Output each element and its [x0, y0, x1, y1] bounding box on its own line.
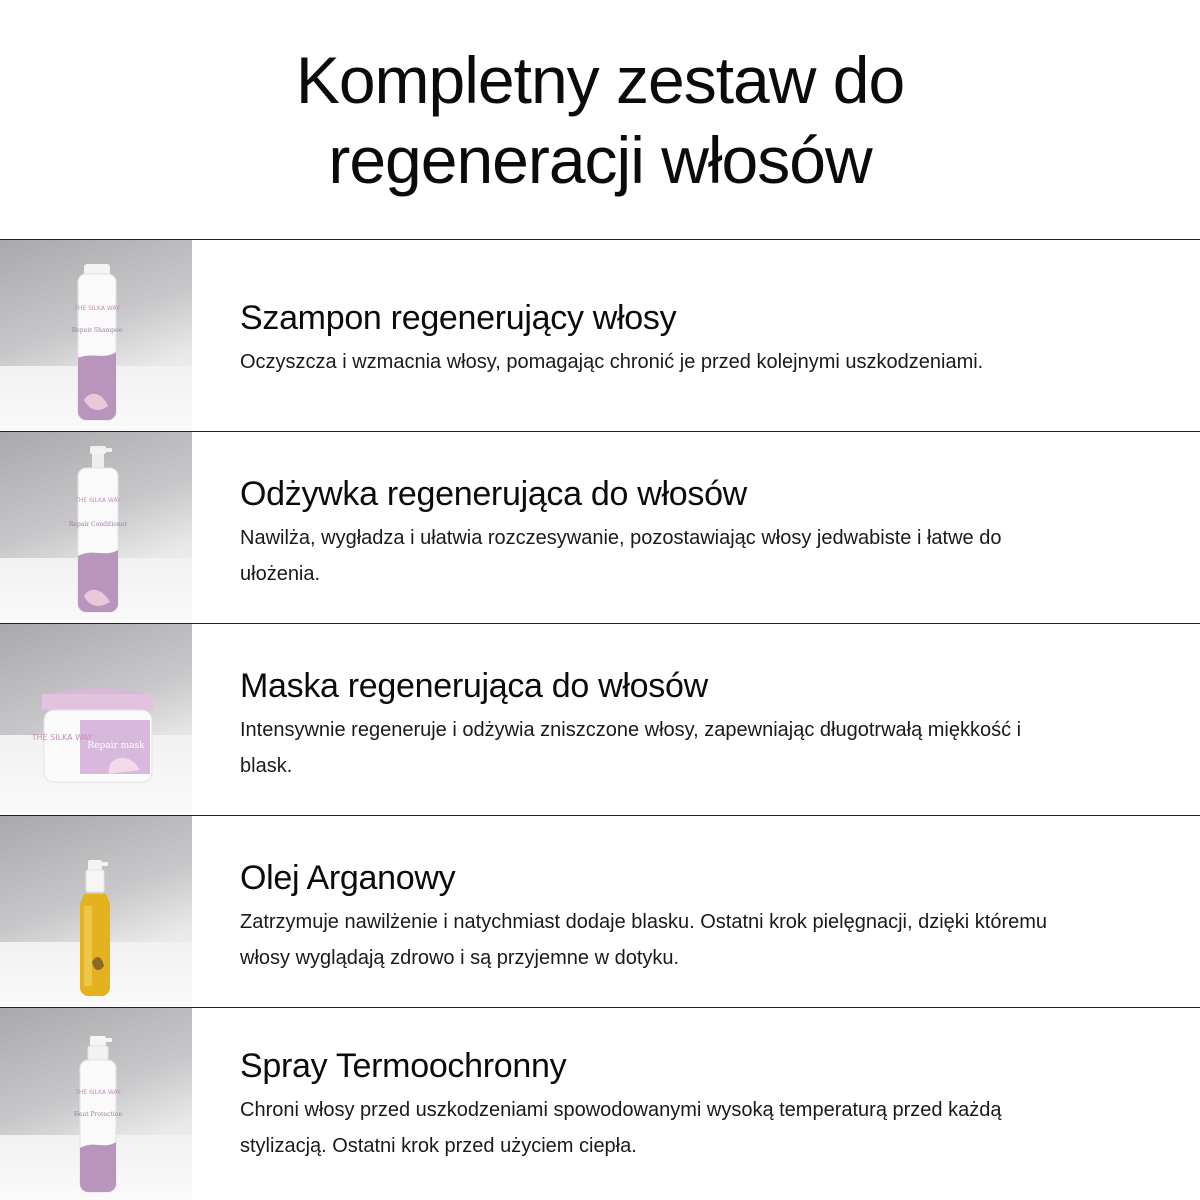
mask-jar-icon [0, 624, 192, 815]
page-title: Kompletny zestaw do regeneracji włosów [295, 42, 905, 197]
product-row-mask [0, 624, 1200, 816]
product-row-conditioner [0, 432, 1200, 624]
product-info [192, 1008, 1200, 1200]
product-image-spray [0, 1008, 192, 1200]
spray-bottle-icon [0, 1008, 192, 1199]
product-description: Oczyszcza i wzmacnia włosy, pomagając chronić je przed kolejnymi uszkodzeniami. [240, 351, 984, 373]
product-info [192, 624, 1200, 815]
product-image-shampoo [0, 240, 192, 431]
label-product: Heat Protection [73, 1111, 123, 1118]
conditioner-bottle-icon [0, 432, 192, 623]
product-row-spray [0, 1008, 1200, 1200]
product-info [192, 240, 1200, 431]
product-title: Spray Termoochronny [240, 1047, 567, 1085]
label-product: Repair Conditioner [68, 521, 128, 528]
product-description: Nawilża, wygładza i ułatwia rozczesywanie, pozostawiając włosy jedwabiste i łatwe do ułożenia. [240, 527, 1002, 585]
product-image-conditioner [0, 432, 192, 623]
label-brand: THE SILKA WAY [75, 1089, 121, 1096]
product-description: Chroni włosy przed uszkodzeniami spowodowanymi wysoką temperaturą przed każdą stylizacją. Ostatni krok przed użyciem ciepła. [240, 1099, 1002, 1157]
product-list [0, 239, 1200, 1200]
label-brand: THE SILKA WAY [31, 733, 93, 742]
page-header [0, 0, 1200, 239]
product-row-shampoo [0, 240, 1200, 432]
product-info [192, 816, 1200, 1007]
label-brand: THE SILKA WAY [74, 305, 120, 312]
product-title: Szampon regenerujący włosy [240, 299, 677, 337]
product-title: Odżywka regenerująca do włosów [240, 475, 747, 513]
product-row-oil [0, 816, 1200, 1008]
product-info [192, 432, 1200, 623]
label-product: Repair Shampoo [71, 327, 123, 334]
label-product: Repair mask [87, 741, 145, 751]
product-title: Maska regenerująca do włosów [240, 667, 708, 705]
product-image-oil [0, 816, 192, 1007]
product-title: Olej Arganowy [240, 859, 456, 897]
product-description: Zatrzymuje nawilżenie i natychmiast dodaje blasku. Ostatni krok pielęgnacji, dzięki któremu włosy wyglądają zdrowo i są przyjemne w dotyku. [240, 911, 1048, 969]
label-brand: THE SILKA WAY [75, 497, 121, 504]
shampoo-bottle-icon [0, 240, 192, 431]
product-image-mask [0, 624, 192, 815]
oil-bottle-icon [0, 816, 192, 1007]
product-description: Intensywnie regeneruje i odżywia zniszczone włosy, zapewniając długotrwałą miękkość i blask. [240, 719, 1022, 777]
